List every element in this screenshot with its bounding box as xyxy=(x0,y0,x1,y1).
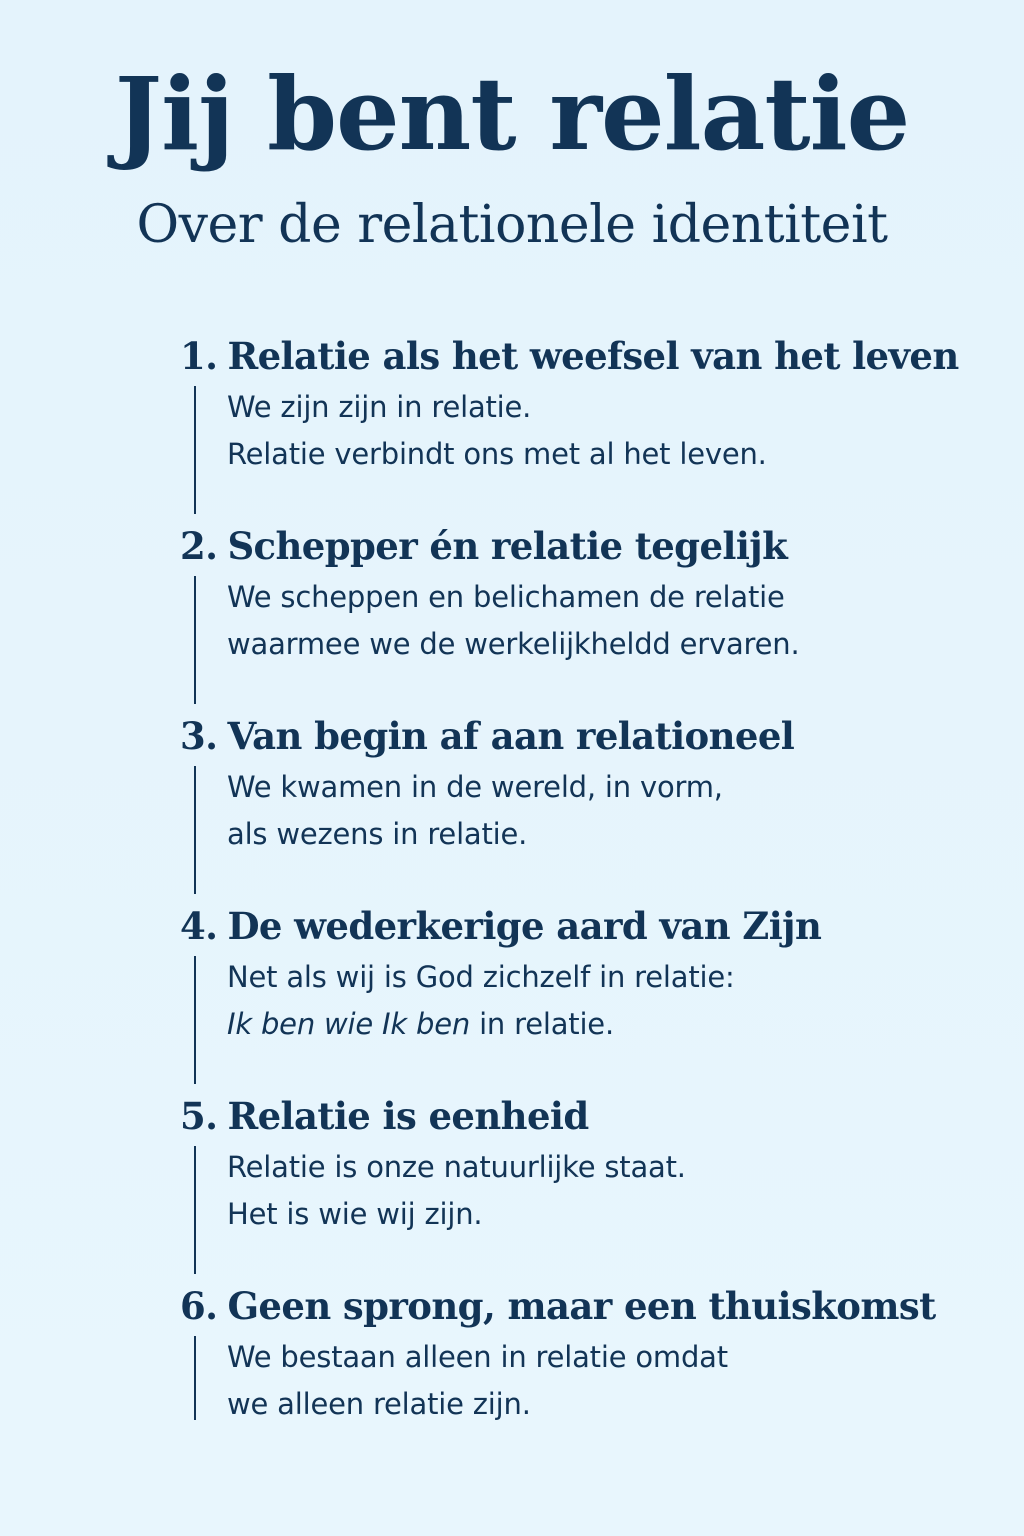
item-body-line: We kwamen in de wereld, in vorm, xyxy=(227,770,723,804)
item-body-line: We bestaan alleen in relatie omdat xyxy=(227,1340,728,1374)
item-number: 4. xyxy=(180,904,218,948)
item-heading xyxy=(180,714,940,758)
list-item xyxy=(180,524,940,661)
item-body-line: Relatie verbindt ons met al het leven. xyxy=(227,437,767,471)
item-body xyxy=(227,1144,927,1238)
item-number: 6. xyxy=(180,1284,218,1328)
item-body-line: We zijn zijn in relatie. xyxy=(227,390,532,424)
item-body-text: in relatie. xyxy=(470,1007,614,1041)
item-heading-text: Schepper én relatie tegelijk xyxy=(227,524,788,568)
item-divider-line xyxy=(194,1336,196,1420)
item-body xyxy=(227,954,927,1048)
page-subtitle: Over de relationele identiteit xyxy=(136,195,888,255)
list-item xyxy=(180,904,940,1041)
item-body xyxy=(227,1334,927,1428)
item-heading-text: De wederkerige aard van Zijn xyxy=(227,904,822,948)
item-divider-line xyxy=(194,386,196,514)
list-item xyxy=(180,714,940,851)
page-title: Jij bent relatie xyxy=(114,55,910,173)
item-heading xyxy=(180,1094,940,1138)
item-heading-text: Geen sprong, maar een thuiskomst xyxy=(227,1284,936,1328)
item-heading-text: Relatie als het weefsel van het leven xyxy=(227,334,959,378)
item-body xyxy=(227,574,927,668)
item-heading xyxy=(180,1284,940,1328)
item-body-line: We scheppen en belichamen de relatie xyxy=(227,580,785,614)
item-divider-line xyxy=(194,1146,196,1274)
item-body-line xyxy=(227,1001,927,1048)
item-body xyxy=(227,764,927,858)
item-heading-text: Relatie is eenheid xyxy=(227,1094,589,1138)
item-number: 1. xyxy=(180,334,218,378)
item-body-line: waarmee we de werkelijkheldd ervaren. xyxy=(227,627,800,661)
list-item xyxy=(180,334,959,471)
item-divider-line xyxy=(194,766,196,894)
item-heading xyxy=(180,904,940,948)
item-body xyxy=(227,384,927,478)
item-number: 3. xyxy=(180,714,218,758)
item-divider-line xyxy=(194,576,196,704)
item-heading-text: Van begin af aan relationeel xyxy=(227,714,795,758)
item-divider-line xyxy=(194,956,196,1084)
item-number: 2. xyxy=(180,524,218,568)
list-item xyxy=(180,1284,940,1421)
item-heading xyxy=(180,524,940,568)
item-heading xyxy=(180,334,959,378)
item-body-line: Het is wie wij zijn. xyxy=(227,1197,483,1231)
item-body-line: Relatie is onze natuurlijke staat. xyxy=(227,1150,686,1184)
item-number: 5. xyxy=(180,1094,218,1138)
item-body-line: als wezens in relatie. xyxy=(227,817,528,851)
item-body-line: we alleen relatie zijn. xyxy=(227,1387,531,1421)
list-item xyxy=(180,1094,940,1231)
item-body-italic: Ik ben wie Ik ben xyxy=(227,1007,471,1041)
item-body-line: Net als wij is God zichzelf in relatie: xyxy=(227,960,735,994)
